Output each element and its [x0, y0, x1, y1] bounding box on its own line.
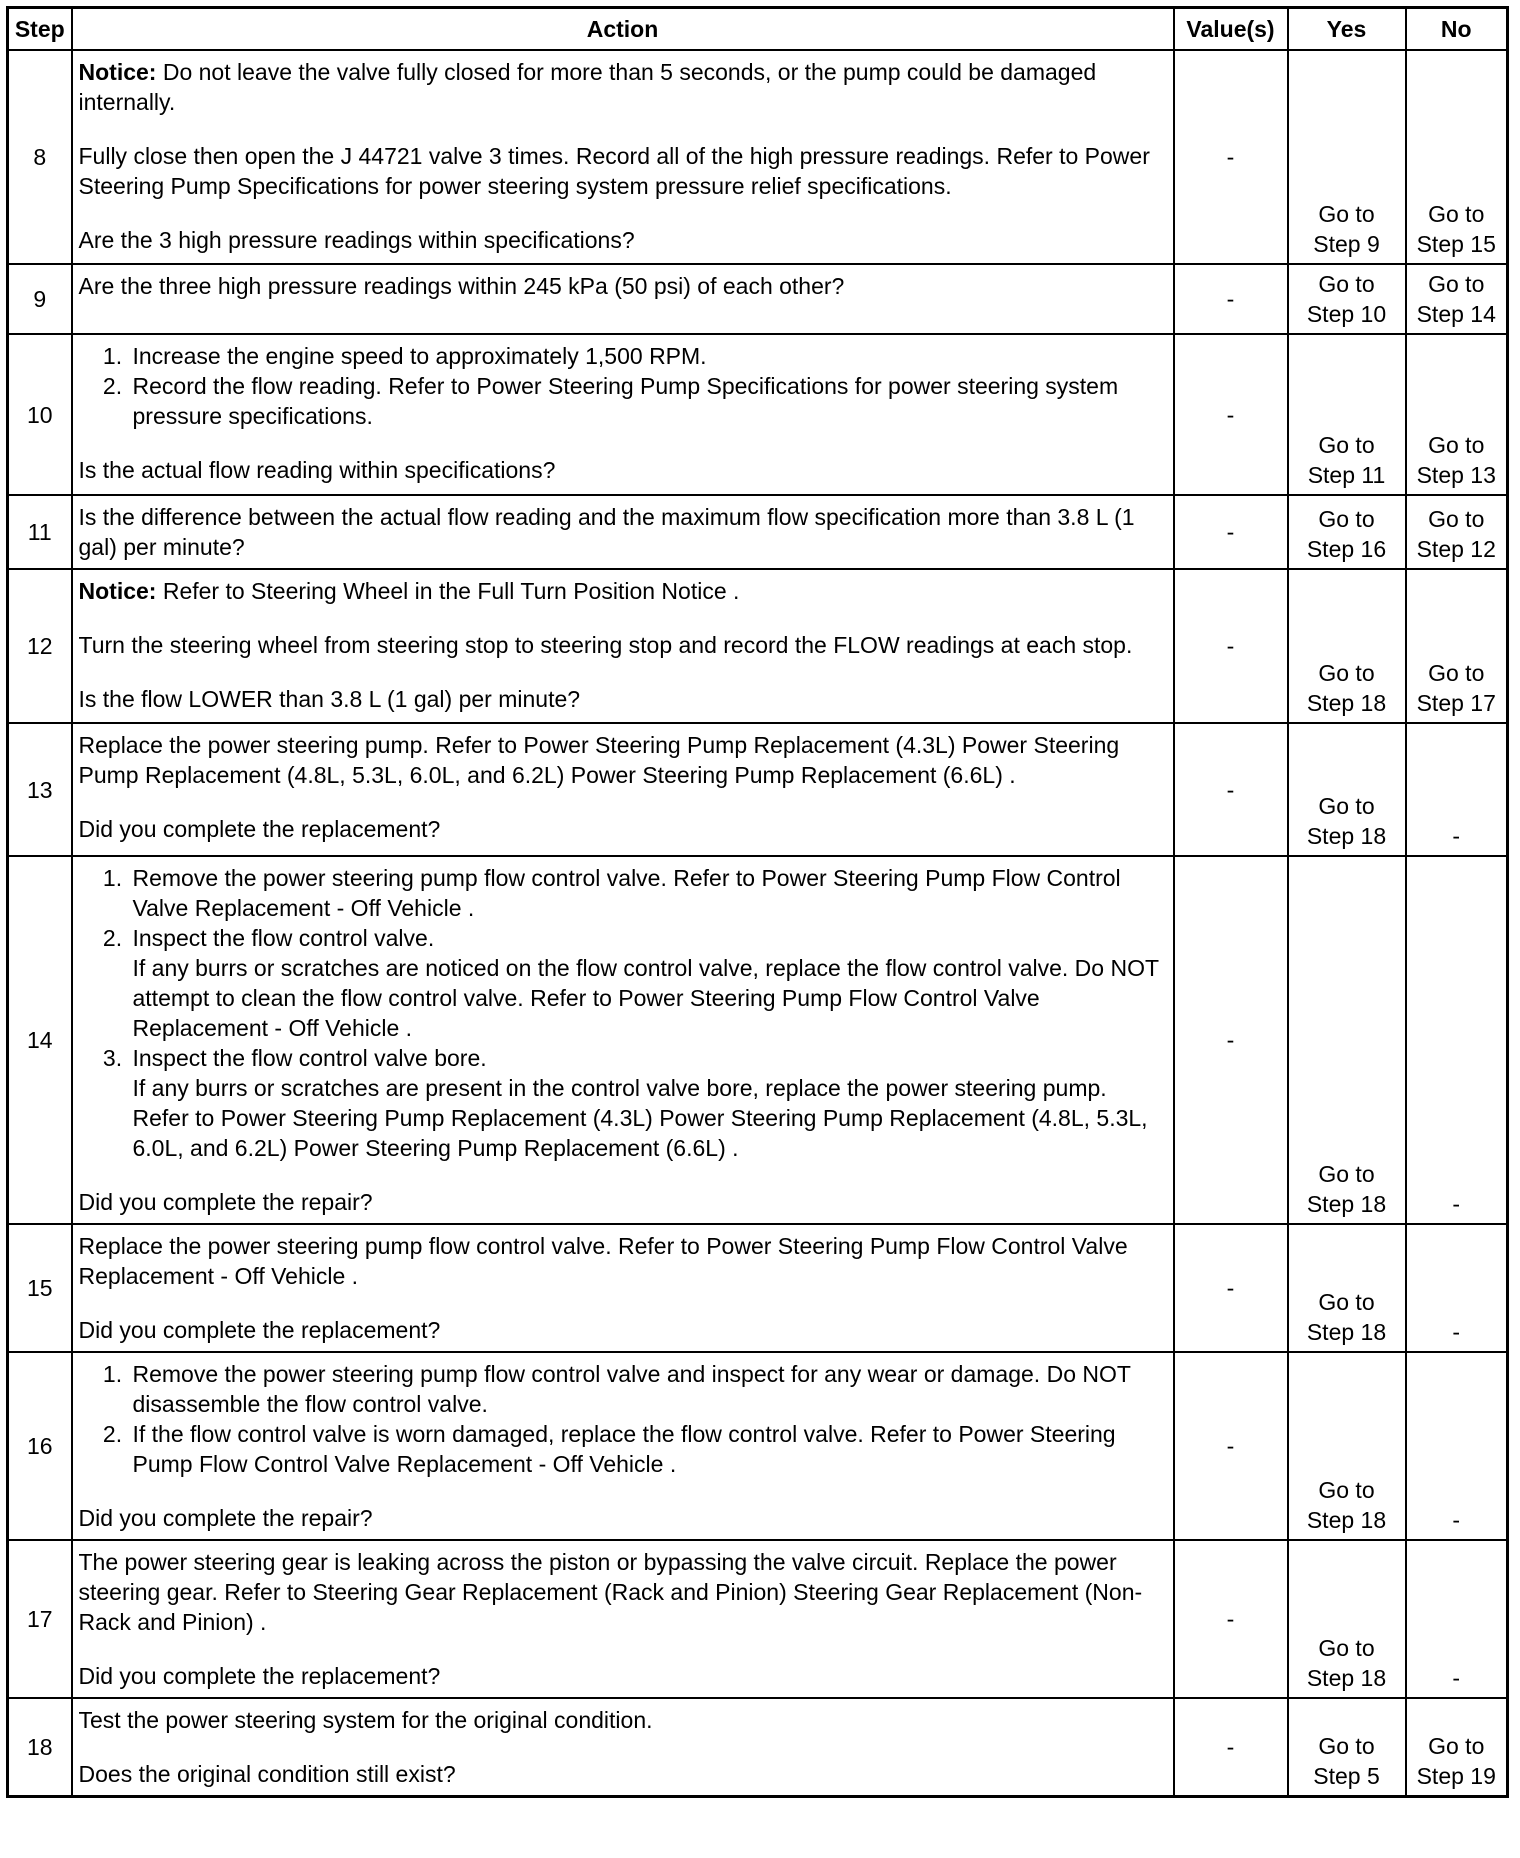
no-goto-label: Go to — [1428, 1733, 1485, 1759]
no-goto-step: Step 13 — [1416, 462, 1496, 488]
list-item — [129, 1043, 1167, 1163]
yes-goto-label: Go to — [1318, 506, 1375, 532]
step-number: 13 — [8, 723, 72, 856]
notice — [79, 576, 1167, 606]
table-header-row — [8, 8, 1508, 51]
no-cell: - — [1406, 1352, 1508, 1540]
action-question: Did you complete the replacement? — [78, 1663, 441, 1689]
value-cell: - — [1174, 1698, 1288, 1797]
table-row — [8, 1698, 1508, 1797]
header-step: Step — [8, 8, 72, 51]
action-question: Did you complete the repair? — [78, 1189, 373, 1215]
list-item-main: Inspect the flow control valve bore. — [132, 1045, 487, 1071]
diagnostic-table — [6, 6, 1509, 1798]
action-cell — [72, 495, 1174, 569]
no-cell: - — [1406, 856, 1508, 1224]
action-cell — [72, 334, 1174, 495]
yes-goto-step: Step 16 — [1306, 536, 1387, 562]
yes-goto-label: Go to — [1318, 660, 1375, 686]
yes-cell — [1288, 856, 1406, 1224]
step-number: 11 — [8, 495, 72, 569]
no-cell — [1406, 334, 1508, 495]
action-cell — [72, 1352, 1174, 1540]
no-goto-label: Go to — [1428, 506, 1485, 532]
no-cell — [1406, 495, 1508, 569]
action-question: Is the flow LOWER than 3.8 L (1 gal) per minute? — [78, 686, 581, 712]
action-text: Turn the steering wheel from steering stop to steering stop and record the FLOW readings at each stop. — [78, 632, 1133, 658]
yes-goto-step: Step 18 — [1306, 1191, 1387, 1217]
yes-goto-step: Step 18 — [1306, 1665, 1387, 1691]
action-cell — [72, 264, 1174, 334]
table-row — [8, 495, 1508, 569]
list-item: 1. Increase the engine speed to approximately 1,500 RPM. — [129, 341, 1167, 371]
yes-goto-label: Go to — [1318, 1733, 1375, 1759]
yes-goto-step: Step 18 — [1306, 690, 1387, 716]
action-text: Fully close then open the J 44721 valve 3 times. Record all of the high pressure readings. Refer to Power Steering Pump Specifications for power steering system pressure relief specifications. — [78, 143, 1150, 199]
action-text: Replace the power steering pump flow control valve. Refer to Power Steering Pump Flow Control Valve Replacement - Off Vehicle . — [78, 1233, 1128, 1289]
header-values: Value(s) — [1174, 8, 1288, 51]
no-goto-step: Step 19 — [1416, 1763, 1496, 1789]
header-no: No — [1406, 8, 1508, 51]
action-cell — [72, 50, 1174, 264]
action-cell — [72, 569, 1174, 723]
action-question: Does the original condition still exist? — [78, 1761, 456, 1787]
action-cell — [72, 1698, 1174, 1797]
action-cell — [72, 1540, 1174, 1698]
action-question: Is the difference between the actual flow reading and the maximum flow specification more than 3.8 L (1 gal) per minute? — [78, 504, 1135, 560]
no-cell — [1406, 1698, 1508, 1797]
yes-goto-label: Go to — [1318, 1161, 1375, 1187]
notice — [79, 57, 1167, 117]
table-row — [8, 1224, 1508, 1352]
table-row — [8, 856, 1508, 1224]
yes-goto-step: Step 9 — [1313, 231, 1380, 257]
notice-label: Notice: — [78, 59, 157, 85]
action-question: Is the actual flow reading within specifications? — [78, 457, 556, 483]
value-cell: - — [1174, 264, 1288, 334]
notice-text: Do not leave the valve fully closed for more than 5 seconds, or the pump could be damaged internally. — [78, 59, 1097, 115]
action-cell — [72, 856, 1174, 1224]
value-cell: - — [1174, 1224, 1288, 1352]
header-yes: Yes — [1288, 8, 1406, 51]
yes-cell — [1288, 1352, 1406, 1540]
step-number: 18 — [8, 1698, 72, 1797]
no-cell — [1406, 50, 1508, 264]
yes-cell — [1288, 334, 1406, 495]
yes-goto-label: Go to — [1318, 201, 1375, 227]
list-item: 1. Remove the power steering pump flow control valve and inspect for any wear or damage. Do NOT disassemble the flow control valve. — [129, 1359, 1167, 1419]
value-cell: - — [1174, 334, 1288, 495]
yes-goto-label: Go to — [1318, 1477, 1375, 1503]
no-cell: - — [1406, 723, 1508, 856]
value-cell: - — [1174, 569, 1288, 723]
yes-cell — [1288, 1698, 1406, 1797]
value-cell: - — [1174, 50, 1288, 264]
action-text: Replace the power steering pump. Refer to Power Steering Pump Replacement (4.3L) Power Steering Pump Replacement (4.8L, 5.3L, 6.0L, and 6.2L) Power Steering Pump Replacement (6.6L) . — [78, 732, 1120, 788]
value-cell: - — [1174, 495, 1288, 569]
yes-cell — [1288, 50, 1406, 264]
list-item: 2. If the flow control valve is worn damaged, replace the flow control valve. Refer to Power Steering Pump Flow Control Valve Replacement - Off Vehicle . — [129, 1419, 1167, 1479]
yes-goto-label: Go to — [1318, 1635, 1375, 1661]
action-cell — [72, 723, 1174, 856]
no-cell — [1406, 264, 1508, 334]
header-action: Action — [72, 8, 1174, 51]
yes-goto-step: Step 18 — [1306, 1319, 1387, 1345]
yes-goto-label: Go to — [1318, 432, 1375, 458]
step-number: 15 — [8, 1224, 72, 1352]
list-item-detail: If any burrs or scratches are noticed on the flow control valve, replace the flow control valve. Do NOT attempt to clean the flow control valve. Refer to Power Steering Pump Flow Control Valve Replacement - Off Vehicle . — [132, 955, 1159, 1041]
value-cell: - — [1174, 1352, 1288, 1540]
no-cell — [1406, 569, 1508, 723]
value-cell: - — [1174, 1540, 1288, 1698]
step-number: 8 — [8, 50, 72, 264]
step-number: 9 — [8, 264, 72, 334]
value-cell: - — [1174, 856, 1288, 1224]
no-goto-label: Go to — [1428, 660, 1485, 686]
step-number: 10 — [8, 334, 72, 495]
value-cell: - — [1174, 723, 1288, 856]
action-question: Did you complete the repair? — [78, 1505, 373, 1531]
yes-cell — [1288, 569, 1406, 723]
action-question: Are the three high pressure readings within 245 kPa (50 psi) of each other? — [78, 273, 845, 299]
list-item — [129, 863, 1167, 923]
list-item-main: Remove the power steering pump flow control valve. Refer to Power Steering Pump Flow Control Valve Replacement - Off Vehicle . — [132, 865, 1121, 921]
notice-text: Refer to Steering Wheel in the Full Turn Position Notice . — [156, 578, 740, 604]
no-goto-step: Step 15 — [1416, 231, 1496, 257]
action-text: The power steering gear is leaking across the piston or bypassing the valve circuit. Replace the power steering gear. Refer to Steering Gear Replacement (Rack and Pinion) Steering Gear Replacement (Non-Rack and Pinion) . — [78, 1549, 1143, 1635]
yes-cell — [1288, 495, 1406, 569]
yes-cell — [1288, 264, 1406, 334]
no-goto-label: Go to — [1428, 201, 1485, 227]
action-question: Did you complete the replacement? — [78, 816, 441, 842]
yes-cell — [1288, 1224, 1406, 1352]
yes-goto-step: Step 18 — [1306, 823, 1387, 849]
yes-cell — [1288, 723, 1406, 856]
notice-label: Notice: — [78, 578, 157, 604]
list-item-detail: If any burrs or scratches are present in the control valve bore, replace the power steering pump. Refer to Power Steering Pump Replacement (4.3L) Power Steering Pump Replacement (4.8L, 5.3L, 6.0L, and 6.2L) Power Steering Pump Replacement (6.6L) . — [132, 1075, 1148, 1161]
no-goto-step: Step 17 — [1416, 690, 1496, 716]
no-cell: - — [1406, 1540, 1508, 1698]
no-goto-label: Go to — [1428, 271, 1485, 297]
table-row — [8, 723, 1508, 856]
list-item-main: Inspect the flow control valve. — [132, 925, 435, 951]
list-item: 2. Record the flow reading. Refer to Power Steering Pump Specifications for power steering system pressure specifications. — [129, 371, 1167, 431]
action-list — [79, 863, 1167, 1163]
step-number: 12 — [8, 569, 72, 723]
action-text: Test the power steering system for the original condition. — [78, 1707, 653, 1733]
table-row — [8, 50, 1508, 264]
table-row — [8, 264, 1508, 334]
no-goto-label: Go to — [1428, 432, 1485, 458]
yes-goto-step: Step 10 — [1306, 301, 1387, 327]
table-row — [8, 1352, 1508, 1540]
table-row — [8, 334, 1508, 495]
no-goto-step: Step 12 — [1416, 536, 1496, 562]
table-row — [8, 1540, 1508, 1698]
list-item — [129, 923, 1167, 1043]
step-number: 17 — [8, 1540, 72, 1698]
no-goto-step: Step 14 — [1416, 301, 1496, 327]
step-number: 16 — [8, 1352, 72, 1540]
yes-goto-step: Step 5 — [1313, 1763, 1380, 1789]
yes-cell — [1288, 1540, 1406, 1698]
yes-goto-step: Step 18 — [1306, 1507, 1387, 1533]
yes-goto-label: Go to — [1318, 793, 1375, 819]
diagnostic-table-container — [6, 6, 1509, 1798]
action-question: Are the 3 high pressure readings within specifications? — [78, 227, 635, 253]
yes-goto-label: Go to — [1318, 271, 1375, 297]
action-list — [79, 341, 1167, 431]
table-row — [8, 569, 1508, 723]
yes-goto-step: Step 11 — [1307, 462, 1386, 488]
step-number: 14 — [8, 856, 72, 1224]
no-cell: - — [1406, 1224, 1508, 1352]
action-question: Did you complete the replacement? — [78, 1317, 441, 1343]
action-list — [79, 1359, 1167, 1479]
yes-goto-label: Go to — [1318, 1289, 1375, 1315]
action-cell — [72, 1224, 1174, 1352]
